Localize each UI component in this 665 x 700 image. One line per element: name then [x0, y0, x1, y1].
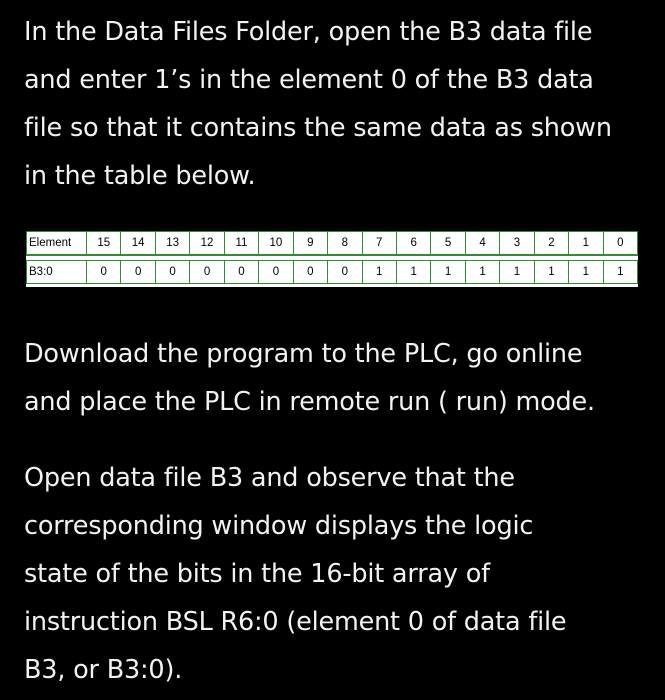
text-line: in the table below. [24, 161, 256, 191]
text-line: and enter 1’s in the element 0 of the B3 data [24, 65, 594, 95]
bit-value-cell: 1 [362, 261, 396, 284]
bit-label-cell: 1 [569, 232, 603, 256]
element-header-cell: Element [27, 232, 87, 256]
bit-value-cell: 0 [87, 261, 121, 284]
bit-value-cell: 0 [328, 261, 362, 284]
table-header-row [27, 232, 638, 256]
bit-label-cell: 7 [362, 232, 396, 256]
bit-label-cell: 8 [328, 232, 362, 256]
bit-label-cell: 14 [121, 232, 155, 256]
bit-value-cell: 0 [155, 261, 189, 284]
bit-value-cell: 0 [121, 261, 155, 284]
bit-value-cell: 0 [190, 261, 224, 284]
text-line: corresponding window displays the logic [24, 511, 534, 541]
bit-label-cell: 6 [396, 232, 430, 256]
bit-label-cell: 4 [465, 232, 499, 256]
bit-value-cell: 1 [431, 261, 465, 284]
bit-label-cell: 0 [603, 232, 637, 256]
bit-label-cell: 15 [87, 232, 121, 256]
text-line: state of the bits in the 16-bit array of [24, 559, 490, 589]
table-row [27, 261, 638, 284]
bit-value-cell: 1 [603, 261, 637, 284]
instruction-paragraph-2 [24, 330, 654, 426]
bit-label-cell: 13 [155, 232, 189, 256]
bit-label-cell: 11 [224, 232, 258, 256]
bit-label-cell: 12 [190, 232, 224, 256]
b3-data-table-image [26, 231, 638, 287]
text-line: and place the PLC in remote run ( run) mode. [24, 387, 595, 417]
bit-value-cell: 0 [224, 261, 258, 284]
bit-value-cell: 1 [396, 261, 430, 284]
bit-value-cell: 1 [534, 261, 568, 284]
bit-label-cell: 10 [259, 232, 293, 256]
bit-label-cell: 5 [431, 232, 465, 256]
bit-label-cell: 3 [500, 232, 534, 256]
text-line: In the Data Files Folder, open the B3 data file [24, 17, 593, 47]
row-label-cell: B3:0 [27, 261, 87, 284]
bit-label-cell: 2 [534, 232, 568, 256]
text-line: B3, or B3:0). [24, 655, 183, 685]
bit-value-cell: 1 [465, 261, 499, 284]
text-line: file so that it contains the same data as shown [24, 113, 612, 143]
text-line: Download the program to the PLC, go online [24, 339, 583, 369]
instruction-paragraph-1 [24, 8, 654, 200]
text-line: instruction BSL R6:0 (element 0 of data file [24, 607, 567, 637]
b3-data-table [26, 231, 638, 284]
bit-value-cell: 0 [293, 261, 327, 284]
bit-label-cell: 9 [293, 232, 327, 256]
bit-value-cell: 1 [500, 261, 534, 284]
instruction-paragraph-3 [24, 454, 654, 694]
bit-value-cell: 0 [259, 261, 293, 284]
text-line: Open data file B3 and observe that the [24, 463, 515, 493]
bit-value-cell: 1 [569, 261, 603, 284]
